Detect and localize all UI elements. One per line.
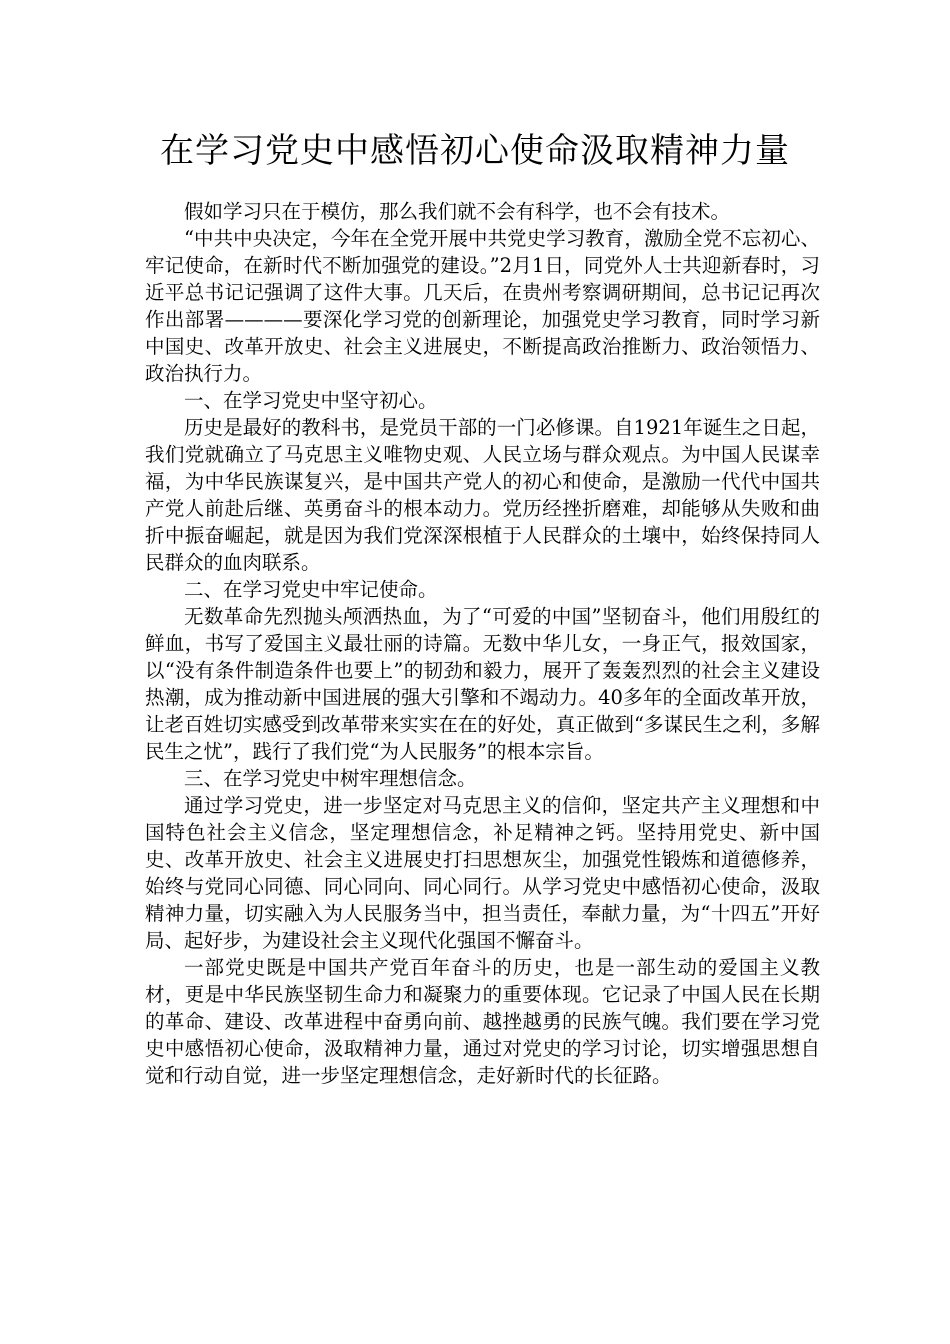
paragraph-quote: 假如学习只在于模仿，那么我们就不会有科学，也不会有技术。 bbox=[184, 200, 731, 223]
document-body bbox=[145, 198, 820, 1089]
paragraph-intro: “中共中央决定，今年在全党开展中共党史学习教育，激励全党不忘初心、牢记使命，在新时代不断加强党的建设。”2月1日，同党外人士共迎新春时，习近平总书记记强调了这件大事。几天后，在贵州考察调研期间，总书记记再次作出部署————要深化学习党的创新理论，加强党史学习教育，同时学习新中国史、改革开放史、社会主义进展史，不断提高政治推断力、政治领悟力、政治执行力。 bbox=[145, 227, 820, 385]
page-title: 在学习党史中感悟初心使命汲取精神力量 bbox=[160, 131, 790, 171]
paragraph-section-1: 历史是最好的教科书，是党员干部的一门必修课。自1921年诞生之日起，我们党就确立了马克思主义唯物史观、人民立场与群众观点。为中国人民谋幸福，为中华民族谋复兴，是中国共产党人的初心和使命，是激励一代代中国共产党人前赴后继、英勇奋斗的根本动力。党历经挫折磨难，却能够从失败和曲折中振奋崛起，就是因为我们党深深根植于人民群众的土壤中，始终保持同人民群众的血肉联系。 bbox=[145, 416, 820, 574]
paragraph-conclusion: 一部党史既是中国共产党百年奋斗的历史，也是一部生动的爱国主义教材，更是中华民族坚韧生命力和凝聚力的重要体现。它记录了中国人民在长期的革命、建设、改革进程中奋勇向前、越挫越勇的民族气魄。我们要在学习党史中感悟初心使命，汲取精神力量，通过对党史的学习讨论，切实增强思想自觉和行动自觉，进一步坚定理想信念，走好新时代的长征路。 bbox=[145, 956, 820, 1087]
paragraph-section-3: 通过学习党史，进一步坚定对马克思主义的信仰，坚定共产主义理想和中国特色社会主义信念，坚定理想信念，补足精神之钙。坚持用党史、新中国史、改革开放史、社会主义进展史打扫思想灰尘，加强党性锻炼和道德修养，始终与党同心同德、同心同向、同心同行。从学习党史中感悟初心使命，汲取精神力量，切实融入为人民服务当中，担当责任，奉献力量，为“十四五”开好局、起好步，为建设社会主义现代化强国不懈奋斗。 bbox=[145, 794, 820, 952]
section-heading-1: 一、在学习党史中坚守初心。 bbox=[184, 389, 438, 412]
paragraph-section-2: 无数革命先烈抛头颅洒热血，为了“可爱的中国”坚韧奋斗，他们用殷红的鲜血，书写了爱国主义最壮丽的诗篇。无数中华儿女，一身正气，报效国家，以“没有条件制造条件也要上”的韧劲和毅力，展开了轰轰烈烈的社会主义建设热潮，成为推动新中国进展的强大引擎和不竭动力。40多年的全面改革开放，让老百姓切实感受到改革带来实实在在的好处，真正做到“多谋民生之利，多解民生之忧”，践行了我们党“为人民服务”的根本宗旨。 bbox=[145, 605, 820, 763]
section-heading-2: 二、在学习党史中牢记使命。 bbox=[184, 578, 438, 601]
section-heading-3: 三、在学习党史中树牢理想信念。 bbox=[184, 767, 477, 790]
